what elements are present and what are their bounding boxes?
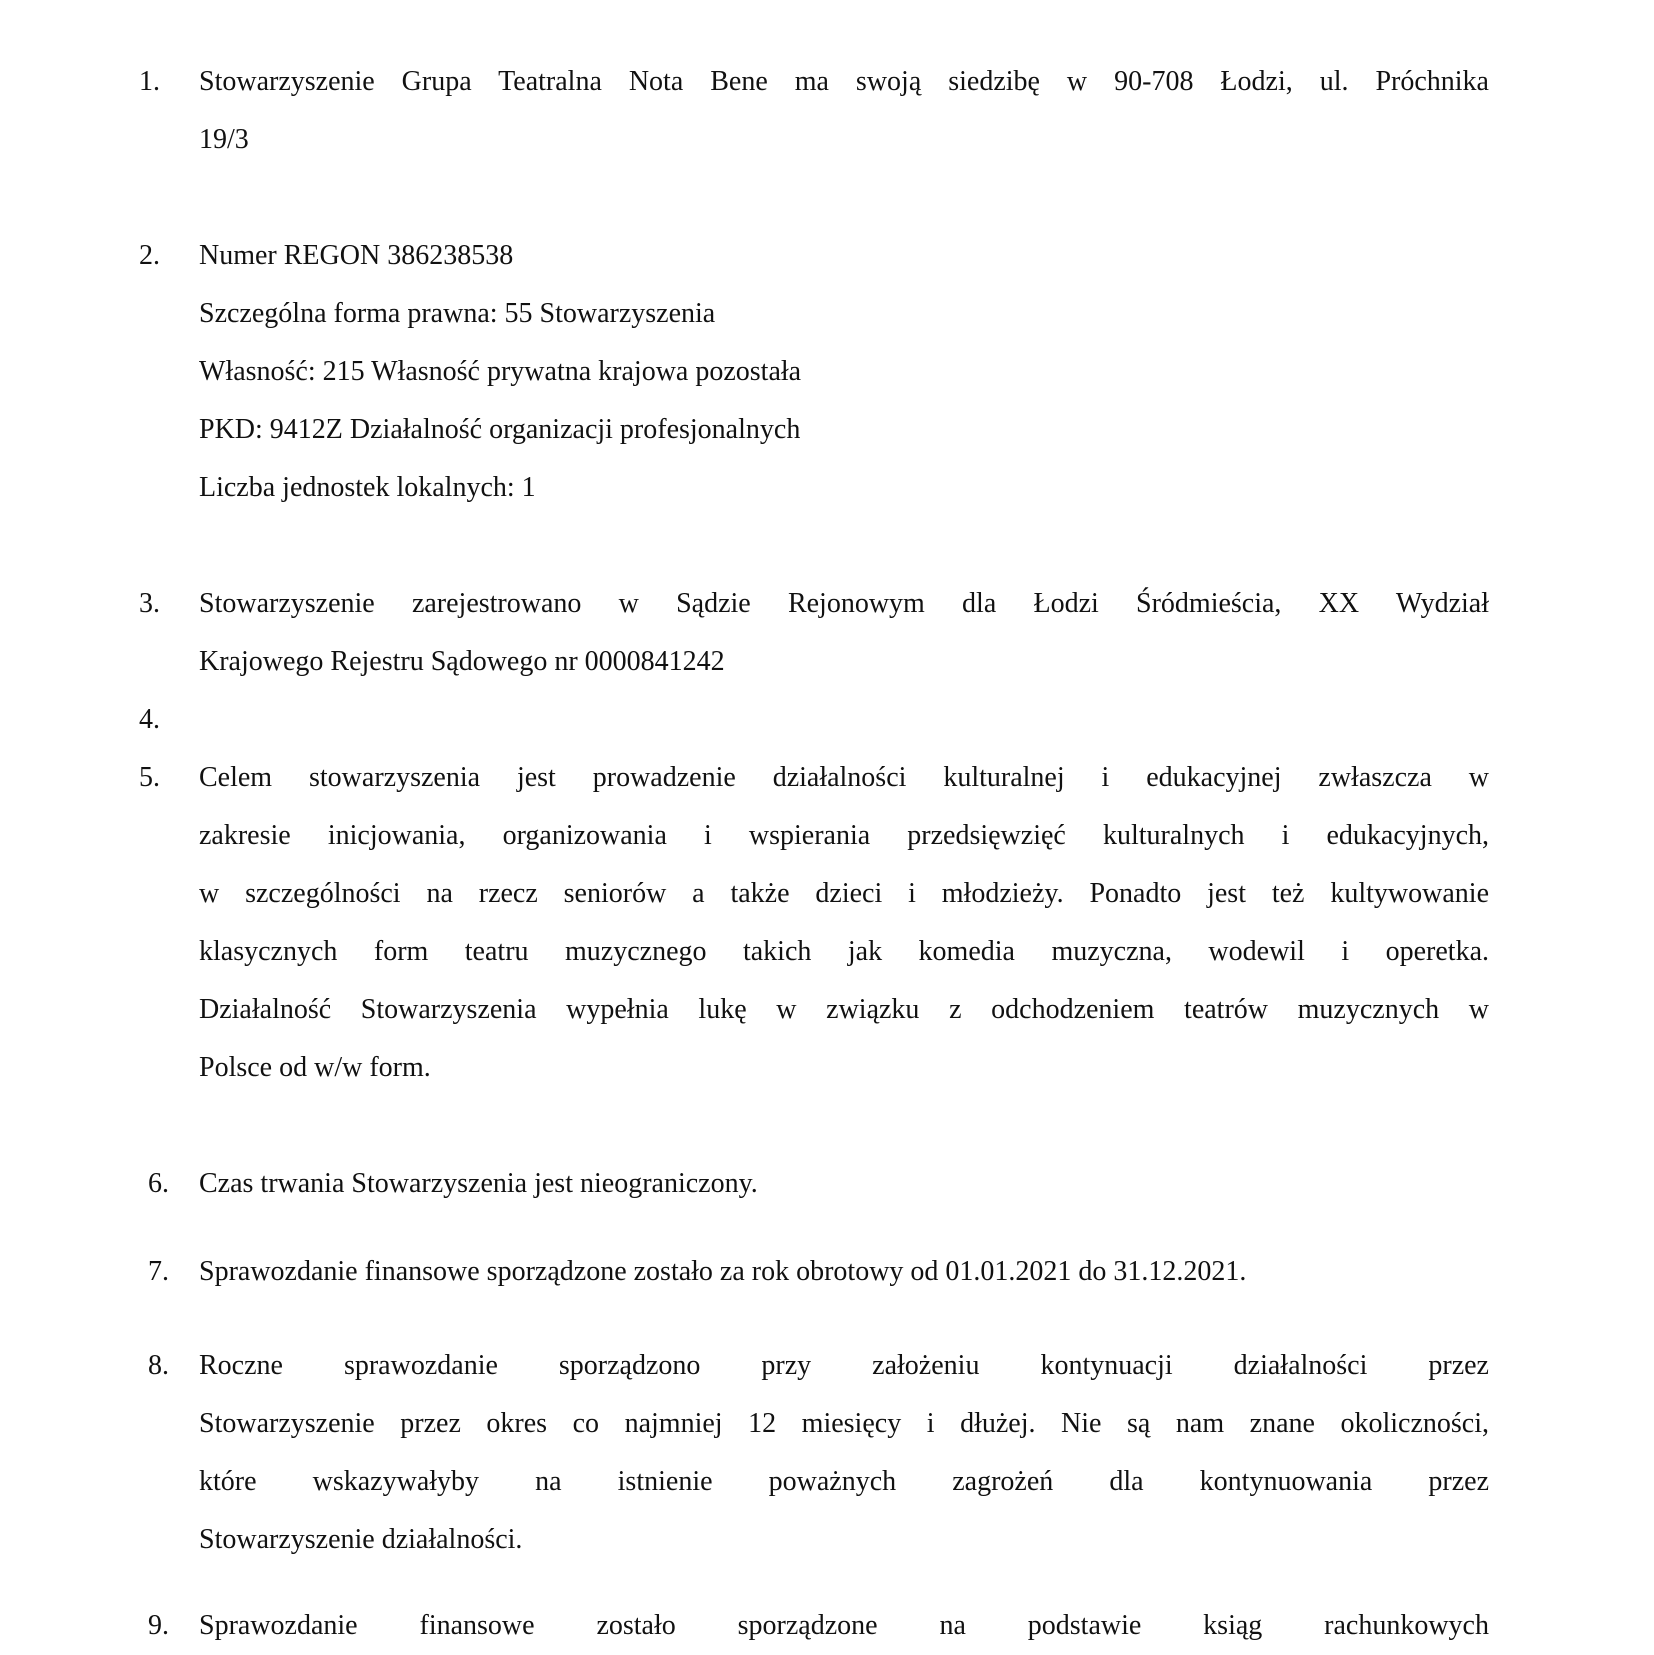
- list-number: 1.: [139, 66, 160, 97]
- list-item-address: [199, 53, 1489, 169]
- text-line: Krajowego Rejestru Sądowego nr 0000841242: [199, 646, 725, 677]
- text-line: które wskazywałyby na istnienie poważnych zagrożeń dla kontynuowania przez: [199, 1466, 1489, 1497]
- list-number: 7.: [148, 1256, 169, 1287]
- text-line: Własność: 215 Własność prywatna krajowa pozostała: [199, 356, 802, 387]
- text-line: Czas trwania Stowarzyszenia jest nieograniczony.: [199, 1168, 758, 1199]
- text-line: PKD: 9412Z Działalność organizacji profesjonalnych: [199, 414, 801, 445]
- text-line: klasycznych form teatru muzycznego takich jak komedia muzyczna, wodewil i operetka.: [199, 936, 1489, 967]
- text-line: Szczególna forma prawna: 55 Stowarzyszenia: [199, 298, 716, 329]
- text-line: Stowarzyszenie Grupa Teatralna Nota Bene ma swoją siedzibę w 90-708 Łodzi, ul. Próchnika: [199, 66, 1489, 97]
- text-line: Stowarzyszenie zarejestrowano w Sądzie Rejonowym dla Łodzi Śródmieścia, XX Wydział: [199, 588, 1489, 619]
- text-line: Stowarzyszenie przez okres co najmniej 12 miesięcy i dłużej. Nie są nam znane okoliczności,: [199, 1408, 1489, 1439]
- text-line: Celem stowarzyszenia jest prowadzenie działalności kulturalnej i edukacyjnej zwłaszcza w: [199, 762, 1489, 793]
- text-line: w szczególności na rzecz seniorów a także dzieci i młodzieży. Ponadto jest też kultywowanie: [199, 878, 1489, 909]
- text-line: 19/3: [199, 124, 249, 155]
- list-number: 5.: [139, 762, 160, 793]
- text-line: Sprawozdanie finansowe sporządzone zostało za rok obrotowy od 01.01.2021 do 31.12.2021.: [199, 1256, 1247, 1287]
- list-number: 8.: [148, 1350, 169, 1381]
- list-item-going-concern: [199, 1337, 1489, 1569]
- text-line: Roczne sprawozdanie sporządzono przy założeniu kontynuacji działalności przez: [199, 1350, 1489, 1381]
- list-number: 9.: [148, 1610, 169, 1641]
- text-line: Numer REGON 386238538: [199, 240, 514, 271]
- text-line: Sprawozdanie finansowe zostało sporządzone na podstawie ksiąg rachunkowych: [199, 1610, 1489, 1641]
- text-line: zakresie inicjowania, organizowania i wspierania przedsięwzięć kulturalnych i edukacyjnych,: [199, 820, 1489, 851]
- list-item-accounting-basis: [199, 1597, 1489, 1655]
- list-item-regon: [199, 227, 1489, 517]
- list-number: 3.: [139, 588, 160, 619]
- text-line: Działalność Stowarzyszenia wypełnia lukę w związku z odchodzeniem teatrów muzycznych w: [199, 994, 1489, 1025]
- text-line: Polsce od w/w form.: [199, 1052, 431, 1083]
- list-number: 2.: [139, 240, 160, 271]
- text-line: Stowarzyszenie działalności.: [199, 1524, 523, 1555]
- list-item-duration: [199, 1155, 1489, 1213]
- list-number: 4.: [139, 704, 160, 735]
- text-line: Liczba jednostek lokalnych: 1: [199, 472, 536, 503]
- list-item-fiscal-year: [199, 1243, 1489, 1301]
- list-item-registration: [199, 575, 1489, 691]
- list-item-purpose: [199, 749, 1489, 1097]
- list-number: 6.: [148, 1168, 169, 1199]
